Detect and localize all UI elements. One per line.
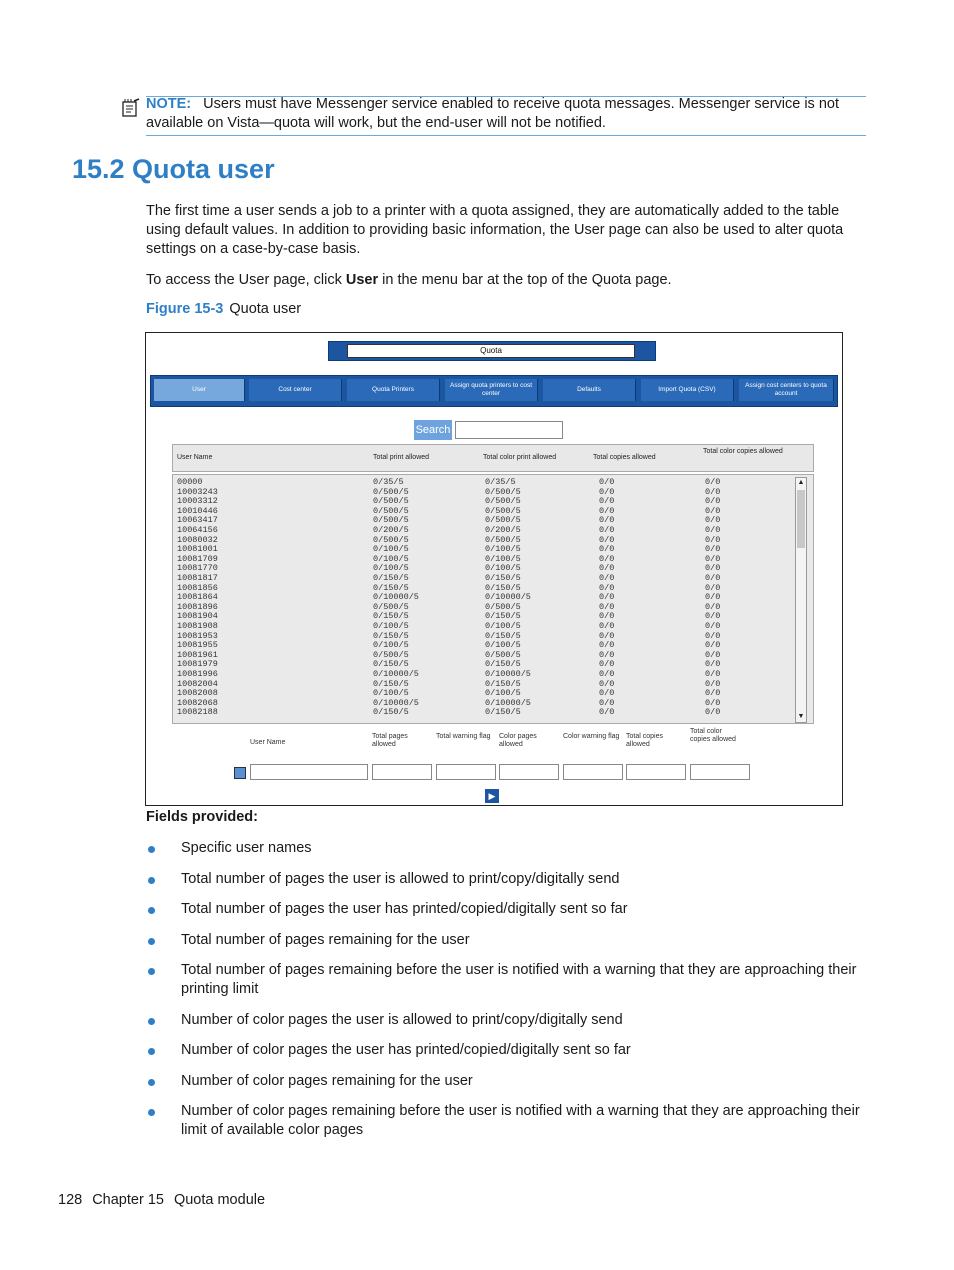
- submit-arrow-button[interactable]: ▶: [485, 789, 499, 803]
- table-cell: 0/0: [705, 553, 721, 564]
- bullet-icon: [148, 846, 155, 853]
- table-cell: 0/0: [599, 486, 615, 497]
- table-cell: 10081709: [177, 553, 218, 564]
- note-label: NOTE:: [146, 96, 192, 112]
- table-cell: 10081896: [177, 601, 218, 612]
- table-cell: 0/100/5: [485, 688, 521, 699]
- table-row[interactable]: [173, 497, 793, 507]
- form-label-total-color-copies: Total color copies allowed: [690, 728, 736, 743]
- table-cell: 0/100/5: [373, 688, 409, 699]
- list-item-text: Total number of pages the user is allowed to print/copy/digitally send: [181, 871, 620, 887]
- list-item-text: Number of color pages remaining before the user is notified with a warning that they are approaching their limit of available color pages: [181, 1103, 860, 1138]
- total-warning-field[interactable]: [436, 764, 496, 780]
- table-row[interactable]: [173, 603, 793, 613]
- bullet-icon: [148, 938, 155, 945]
- table-row[interactable]: [173, 564, 793, 574]
- table-row[interactable]: [173, 488, 793, 498]
- access-paragraph: [146, 271, 866, 290]
- table-cell: 0/0: [599, 659, 615, 670]
- table-cell: 0/150/5: [485, 611, 521, 622]
- table-cell: 0/500/5: [373, 515, 409, 526]
- table-row[interactable]: [173, 670, 793, 680]
- table-row[interactable]: [173, 516, 793, 526]
- table-cell: 0/0: [599, 534, 615, 545]
- table-cell: 0/150/5: [373, 611, 409, 622]
- bullet-icon: [148, 877, 155, 884]
- table-cell: 0/150/5: [485, 582, 521, 593]
- col-total-print: Total print allowed: [373, 454, 430, 461]
- table-cell: 0/0: [599, 496, 615, 507]
- table-cell: 0/500/5: [485, 534, 521, 545]
- bullet-icon: [148, 1048, 155, 1055]
- table-cell: 0/150/5: [485, 630, 521, 641]
- table-cell: 0/0: [705, 496, 721, 507]
- table-cell: 0/0: [599, 707, 615, 718]
- table-cell: 0/150/5: [373, 582, 409, 593]
- table-cell: 0/0: [599, 640, 615, 651]
- table-cell: 0/500/5: [485, 486, 521, 497]
- table-cell: 10081953: [177, 630, 218, 641]
- table-cell: 0/150/5: [485, 707, 521, 718]
- table-row[interactable]: [173, 536, 793, 546]
- table-cell: 0/10000/5: [485, 697, 531, 708]
- table-cell: 0/0: [705, 669, 721, 679]
- table-cell: 0/0: [599, 669, 615, 679]
- table-cell: 0/500/5: [373, 534, 409, 545]
- table-cell: 0/0: [705, 649, 721, 660]
- table-cell: 0/150/5: [373, 659, 409, 670]
- quota-menu-bar: [150, 375, 838, 407]
- menu-item-assign-cost-centers[interactable]: Assign cost centers to quota account: [739, 379, 834, 401]
- intro-paragraph: The first time a user sends a job to a printer with a quota assigned, they are automatically added to the table using default values. In addition to providing basic information, the User page can also be used to alter quota settings on a case-by-case basis.: [146, 203, 844, 257]
- table-cell: 10064156: [177, 525, 218, 535]
- list-item-text: Number of color pages remaining for the user: [181, 1073, 473, 1089]
- table-cell: 10082004: [177, 678, 218, 689]
- search-input[interactable]: [455, 421, 563, 439]
- table-cell: 0/0: [599, 563, 615, 574]
- table-row[interactable]: [173, 622, 793, 632]
- table-cell: 10082188: [177, 707, 218, 718]
- table-cell: 0/500/5: [485, 649, 521, 660]
- table-cell: 0/10000/5: [485, 669, 531, 679]
- fields-heading: Fields provided:: [146, 809, 258, 825]
- table-row[interactable]: [173, 555, 793, 565]
- table-cell: 0/0: [705, 505, 721, 516]
- table-cell: 0/35/5: [485, 477, 516, 487]
- table-cell: 0/500/5: [485, 505, 521, 516]
- table-row[interactable]: [173, 545, 793, 555]
- table-row[interactable]: [173, 632, 793, 642]
- table-row[interactable]: [173, 526, 793, 536]
- table-cell: 0/0: [705, 707, 721, 718]
- users-table-header: [172, 444, 814, 472]
- col-total-color-print: Total color print allowed: [483, 454, 557, 461]
- table-cell: 0/500/5: [373, 496, 409, 507]
- note-icon: [121, 98, 141, 118]
- note: [146, 95, 866, 133]
- table-row[interactable]: [173, 660, 793, 670]
- table-cell: 0/0: [599, 697, 615, 708]
- table-cell: 10080032: [177, 534, 218, 545]
- table-cell: 0/500/5: [373, 505, 409, 516]
- table-cell: 10081996: [177, 669, 218, 679]
- table-cell: 0/0: [599, 688, 615, 699]
- table-row[interactable]: [173, 612, 793, 622]
- table-cell: 0/100/5: [485, 553, 521, 564]
- table-cell: 0/10000/5: [373, 669, 419, 679]
- chapter-label: Chapter 15: [92, 1192, 164, 1208]
- col-user-name: User Name: [177, 454, 213, 461]
- table-cell: 0/0: [705, 678, 721, 689]
- table-cell: 10082008: [177, 688, 218, 699]
- table-cell: 0/200/5: [373, 525, 409, 535]
- table-cell: 0/0: [705, 640, 721, 651]
- table-cell: 0/0: [705, 525, 721, 535]
- scroll-thumb[interactable]: [797, 490, 805, 548]
- table-cell: 0/10000/5: [373, 697, 419, 708]
- table-cell: 0/0: [705, 486, 721, 497]
- table-cell: 0/150/5: [485, 573, 521, 583]
- table-row[interactable]: [173, 699, 793, 709]
- table-cell: 0/0: [599, 601, 615, 612]
- menu-item-quota-printers[interactable]: Quota Printers: [347, 379, 440, 401]
- table-cell: 0/0: [599, 515, 615, 526]
- bullet-icon: [148, 1079, 155, 1086]
- table-cell: 0/500/5: [485, 601, 521, 612]
- table-row[interactable]: [173, 641, 793, 651]
- table-cell: 0/0: [599, 621, 615, 631]
- table-cell: 0/10000/5: [485, 592, 531, 603]
- list-item-text: Total number of pages the user has printed/copied/digitally sent so far: [181, 901, 628, 917]
- total-pages-field[interactable]: [372, 764, 432, 780]
- table-cell: 0/100/5: [373, 640, 409, 651]
- table-cell: 0/0: [705, 534, 721, 545]
- table-cell: 0/0: [599, 592, 615, 603]
- table-cell: 10081001: [177, 544, 218, 555]
- table-row[interactable]: [173, 584, 793, 594]
- page-footer: [58, 1192, 275, 1208]
- table-cell: 10081904: [177, 611, 218, 622]
- table-row[interactable]: [173, 708, 793, 718]
- list-item-text: Number of color pages the user has printed/copied/digitally sent so far: [181, 1042, 631, 1058]
- table-cell: 0/0: [705, 697, 721, 708]
- table-cell: 0/100/5: [485, 640, 521, 651]
- table-cell: 0/500/5: [485, 496, 521, 507]
- table-cell: 0/0: [705, 477, 721, 487]
- menu-item-import-quota[interactable]: Import Quota (CSV): [641, 379, 734, 401]
- table-cell: 0/0: [705, 544, 721, 555]
- table-cell: 0/100/5: [373, 621, 409, 631]
- table-cell: 0/150/5: [373, 630, 409, 641]
- color-warning-field[interactable]: [563, 764, 623, 780]
- form-label-color-warning: Color warning flag: [563, 733, 620, 740]
- table-cell: 0/35/5: [373, 477, 404, 487]
- table-cell: 10081979: [177, 659, 218, 670]
- table-cell: 10063417: [177, 515, 218, 526]
- figure-label: Figure 15-3: [146, 301, 224, 317]
- note-text: Users must have Messenger service enabled to receive quota messages. Messenger service is not available on Vista—quota will work, but the end-user will not be notified.: [146, 96, 839, 131]
- table-cell: 10081864: [177, 592, 218, 603]
- access-bold: User: [345, 272, 379, 288]
- menu-item-defaults[interactable]: Defaults: [543, 379, 636, 401]
- list-item-text: Total number of pages remaining for the user: [181, 932, 470, 948]
- table-cell: 0/150/5: [485, 659, 521, 670]
- table-cell: 10081817: [177, 573, 218, 583]
- col-total-copies: Total copies allowed: [593, 454, 656, 461]
- table-cell: 10082068: [177, 697, 218, 708]
- table-cell: 0/100/5: [485, 544, 521, 555]
- form-label-total-pages: Total pages allowed: [372, 733, 408, 748]
- table-cell: 0/0: [705, 611, 721, 622]
- table-cell: 0/0: [599, 505, 615, 516]
- table-cell: 0/0: [705, 621, 721, 631]
- table-cell: 0/100/5: [485, 621, 521, 631]
- note-bottom-rule: [146, 135, 866, 136]
- table-cell: 0/0: [705, 515, 721, 526]
- table-cell: 0/200/5: [485, 525, 521, 535]
- bullet-icon: [148, 968, 155, 975]
- table-cell: 0/0: [599, 553, 615, 564]
- table-row[interactable]: [173, 689, 793, 699]
- table-row[interactable]: [173, 574, 793, 584]
- table-cell: 0/0: [599, 544, 615, 555]
- access-after: in the menu bar at the top of the Quota page.: [378, 272, 672, 288]
- table-cell: 0/0: [599, 678, 615, 689]
- total-color-copies-field[interactable]: [690, 764, 750, 780]
- table-cell: 10081961: [177, 649, 218, 660]
- chapter-title: Quota module: [173, 1192, 266, 1208]
- quota-window-title-bar: [328, 341, 656, 361]
- search-button[interactable]: Search: [414, 420, 452, 440]
- access-before: To access the User page, click: [146, 272, 346, 288]
- table-cell: 0/500/5: [373, 649, 409, 660]
- bullet-icon: [148, 1109, 155, 1116]
- table-cell: 0/100/5: [373, 544, 409, 555]
- table-cell: 0/100/5: [373, 553, 409, 564]
- table-cell: 0/150/5: [485, 678, 521, 689]
- table-cell: 0/0: [599, 525, 615, 535]
- table-cell: 0/100/5: [485, 563, 521, 574]
- table-cell: 10003243: [177, 486, 218, 497]
- table-cell: 10081908: [177, 621, 218, 631]
- color-pages-field[interactable]: [499, 764, 559, 780]
- table-cell: 0/0: [599, 630, 615, 641]
- table-cell: 0/500/5: [373, 601, 409, 612]
- user-name-field[interactable]: [250, 764, 368, 780]
- table-cell: 0/0: [599, 573, 615, 583]
- list-item-text: Specific user names: [181, 840, 312, 856]
- table-cell: 0/0: [705, 601, 721, 612]
- section-heading: 15.2 Quota user: [72, 154, 275, 184]
- table-cell: 0/0: [705, 630, 721, 641]
- col-total-color-copies: Total color copies allowed: [703, 448, 783, 455]
- menu-item-user[interactable]: User: [154, 379, 245, 401]
- table-cell: 0/0: [705, 659, 721, 670]
- form-label-total-warning: Total warning flag: [436, 733, 491, 740]
- table-cell: 10003312: [177, 496, 218, 507]
- table-row[interactable]: [173, 651, 793, 661]
- list-item-text: Total number of pages remaining before the user is notified with a warning that they are approaching their printing limit: [181, 962, 857, 997]
- quota-user-figure: [145, 332, 843, 806]
- form-label-color-pages: Color pages allowed: [499, 733, 537, 748]
- table-cell: 0/0: [705, 592, 721, 603]
- table-cell: 0/500/5: [485, 515, 521, 526]
- table-cell: 0/150/5: [373, 707, 409, 718]
- quota-window-title: Quota: [347, 344, 635, 358]
- scroll-up-arrow-icon[interactable]: ▲: [797, 479, 805, 486]
- menu-item-assign-quota-printers[interactable]: Assign quota printers to cost center: [445, 379, 538, 401]
- user-picker-icon[interactable]: [234, 767, 246, 779]
- table-cell: 0/0: [599, 611, 615, 622]
- bullet-icon: [148, 1018, 155, 1025]
- scroll-down-arrow-icon[interactable]: ▼: [797, 713, 805, 720]
- table-row[interactable]: [173, 507, 793, 517]
- table-cell: 0/0: [599, 649, 615, 660]
- table-row[interactable]: [173, 680, 793, 690]
- table-row[interactable]: [173, 478, 793, 488]
- table-cell: 0/0: [705, 582, 721, 593]
- list-item-text: Number of color pages the user is allowed to print/copy/digitally send: [181, 1012, 623, 1028]
- table-cell: 0/0: [599, 477, 615, 487]
- table-cell: 0/150/5: [373, 678, 409, 689]
- table-cell: 10081955: [177, 640, 218, 651]
- table-cell: 0/0: [705, 563, 721, 574]
- table-cell: 0/0: [705, 688, 721, 699]
- table-cell: 10010446: [177, 505, 218, 516]
- form-label-user-name: User Name: [250, 739, 286, 746]
- bullet-icon: [148, 907, 155, 914]
- users-table-body[interactable]: [172, 474, 814, 724]
- table-row[interactable]: [173, 593, 793, 603]
- table-cell: 10081770: [177, 563, 218, 574]
- figure-title: Quota user: [229, 301, 302, 317]
- table-cell: 0/150/5: [373, 573, 409, 583]
- figure-caption: [146, 301, 301, 317]
- total-copies-field[interactable]: [626, 764, 686, 780]
- table-cell: 10081856: [177, 582, 218, 593]
- table-cell: 0/0: [705, 573, 721, 583]
- form-label-total-copies: Total copies allowed: [626, 733, 663, 748]
- menu-item-cost-center[interactable]: Cost center: [249, 379, 342, 401]
- table-cell: 0/100/5: [373, 563, 409, 574]
- table-scrollbar[interactable]: [795, 477, 807, 723]
- table-cell: 0/500/5: [373, 486, 409, 497]
- table-cell: 0/10000/5: [373, 592, 419, 603]
- table-cell: 0/0: [599, 582, 615, 593]
- table-cell: 00000: [177, 477, 203, 487]
- page-number: 128: [58, 1192, 83, 1208]
